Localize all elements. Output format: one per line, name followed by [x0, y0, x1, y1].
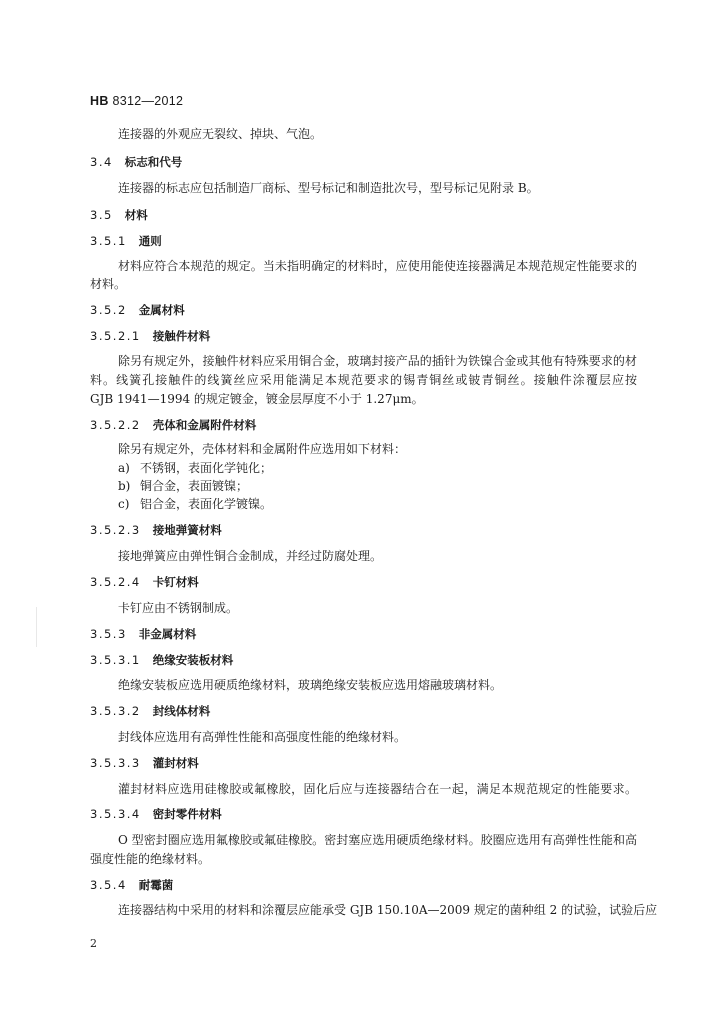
section-title: 金属材料	[138, 303, 185, 317]
list-item-text: 铝合金，表面化学镀镍。	[140, 497, 273, 511]
section-number: 3.5.1	[90, 234, 127, 248]
section-number: 3.4	[90, 155, 113, 169]
header-prefix: HB	[90, 94, 109, 108]
paragraph-line: 材料。	[90, 277, 127, 291]
section-title: 卡钉材料	[152, 575, 199, 589]
section-heading-3-5-3-3	[90, 755, 199, 771]
list-marker: c)	[118, 497, 130, 511]
paragraph-line: 灌封材料应选用硅橡胶或氟橡胶，固化后应与连接器结合在一起，满足本规范规定的性能要求。	[118, 782, 637, 796]
paragraph-line: 材料应符合本规范的规定。当未指明确定的材料时，应使用能使连接器满足本规范规定性能要求的	[118, 259, 637, 273]
paragraph-line: 连接器结构中采用的材料和涂覆层应能承受 GJB 150.10A—2009 规定的菌种组 2 的试验，试验后应	[118, 903, 658, 917]
section-heading-3-5-4	[90, 877, 173, 893]
section-heading-3-5-2-3	[90, 522, 222, 538]
section-number: 3.5.3	[90, 627, 127, 641]
list-marker: b)	[118, 479, 131, 493]
section-number: 3.5.3.4	[90, 807, 141, 821]
section-number: 3.5.3.3	[90, 756, 141, 770]
list-item-text: 铜合金，表面镀镍；	[140, 479, 249, 493]
section-heading-3-5-3	[90, 626, 196, 642]
section-number: 3.5.2	[90, 303, 127, 317]
section-title: 非金属材料	[138, 627, 197, 641]
section-title: 接触件材料	[152, 329, 211, 343]
paragraph-line: 封线体应选用有高弹性性能和高强度性能的绝缘材料。	[118, 730, 407, 744]
section-number: 3.5.3.2	[90, 704, 141, 718]
list-item-a	[118, 460, 637, 476]
section-title: 标志和代号	[124, 155, 183, 169]
section-number: 3.5.2.1	[90, 329, 141, 343]
section-title: 灌封材料	[152, 756, 199, 770]
section-heading-3-5-2-4	[90, 574, 199, 590]
section-number: 3.5	[90, 208, 113, 222]
list-marker: a)	[118, 461, 130, 475]
paragraph-line: 连接器的外观应无裂纹、掉块、气泡。	[118, 127, 323, 141]
paragraph-line: 料。线簧孔接触件的线簧丝应采用能满足本规范要求的锡青铜丝或铍青铜丝。接触件涂覆层应按	[90, 373, 637, 387]
scan-edge-mark	[36, 607, 37, 647]
section-heading-3-5-2	[90, 302, 185, 318]
section-heading-3-5-2-1	[90, 328, 210, 344]
section-number: 3.5.4	[90, 878, 127, 892]
section-title: 封线体材料	[152, 704, 211, 718]
section-heading-3-5-3-1	[90, 652, 233, 668]
page-header	[90, 94, 183, 108]
section-title: 通则	[138, 234, 162, 248]
section-heading-3-5-2-2	[90, 417, 256, 433]
paragraph-line: GJB 1941—1994 的规定镀金，镀金层厚度不小于 1.27μm。	[90, 392, 424, 406]
paragraph-line: 除另有规定外，壳体材料和金属附件应选用如下材料：	[118, 442, 407, 456]
section-number: 3.5.2.4	[90, 575, 141, 589]
section-number: 3.5.2.3	[90, 523, 141, 537]
section-title: 耐霉菌	[138, 878, 174, 892]
list-item-c	[118, 496, 637, 512]
section-heading-3-5	[90, 207, 148, 223]
page-number: 2	[90, 937, 97, 950]
section-number: 3.5.3.1	[90, 653, 141, 667]
list-item-text: 不锈钢，表面化学钝化；	[140, 461, 273, 475]
list-item-b	[118, 478, 637, 494]
header-standard-number: 8312—2012	[112, 94, 184, 108]
section-heading-3-5-3-4	[90, 806, 222, 822]
section-title: 接地弹簧材料	[152, 523, 222, 537]
paragraph-line: 强度性能的绝缘材料。	[90, 852, 211, 866]
section-heading-3-5-1	[90, 233, 162, 249]
section-number: 3.5.2.2	[90, 418, 141, 432]
paragraph-line: 绝缘安装板应选用硬质绝缘材料，玻璃绝缘安装板应选用熔融玻璃材料。	[118, 678, 503, 692]
section-heading-3-5-3-2	[90, 703, 210, 719]
section-title: 绝缘安装板材料	[152, 653, 234, 667]
section-title: 密封零件材料	[152, 807, 222, 821]
paragraph-line: 除另有规定外，接触件材料应采用铜合金，玻璃封接产品的插针为铁镍合金或其他有特殊要求的材	[118, 354, 637, 368]
section-title: 壳体和金属附件材料	[152, 418, 257, 432]
paragraph-line: 接地弹簧应由弹性铜合金制成，并经过防腐处理。	[118, 549, 383, 563]
paragraph-line: 卡钉应由不锈钢制成。	[118, 601, 239, 615]
section-heading-3-4	[90, 154, 182, 170]
paragraph-line: O 型密封圈应选用氟橡胶或氟硅橡胶。密封塞应选用硬质绝缘材料。胶圈应选用有高弹性性能和高	[118, 833, 637, 847]
paragraph-line: 连接器的标志应包括制造厂商标、型号标记和制造批次号，型号标记见附录 B。	[118, 181, 539, 195]
section-title: 材料	[124, 208, 148, 222]
